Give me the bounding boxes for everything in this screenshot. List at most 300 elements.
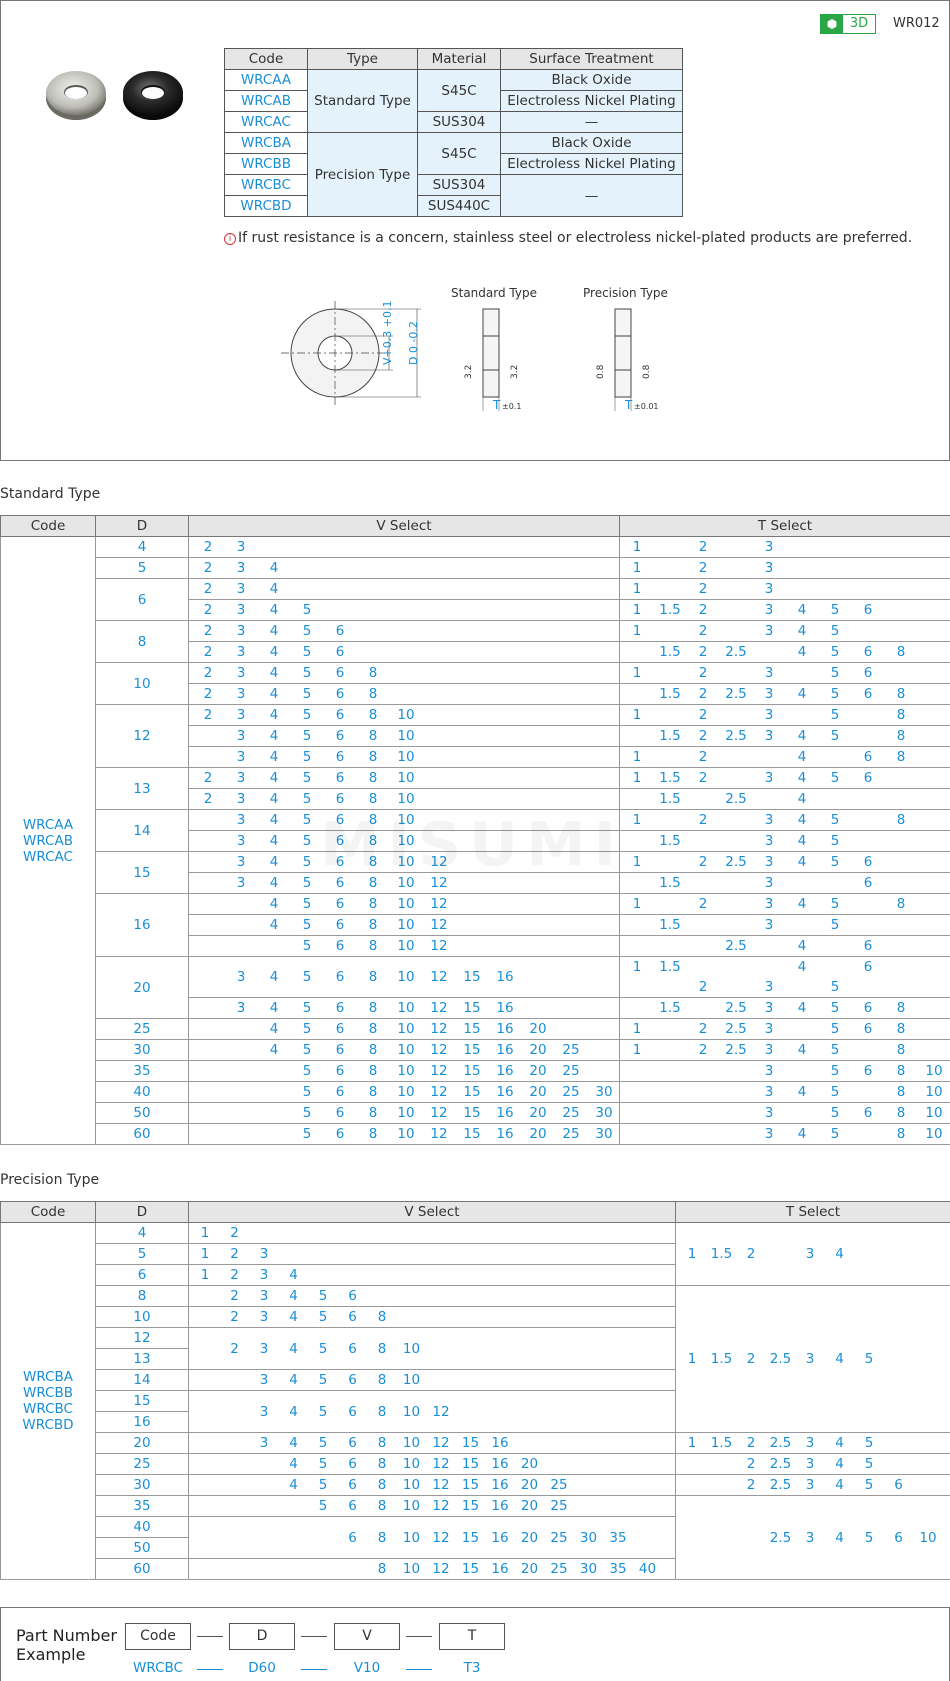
select-value[interactable]: 6: [335, 1063, 345, 1079]
select-value[interactable]: 4: [835, 1529, 844, 1546]
select-value[interactable]: 10: [402, 1561, 421, 1577]
select-value[interactable]: 4: [797, 812, 807, 828]
select-value[interactable]: 10: [397, 1126, 415, 1142]
select-value[interactable]: 5: [302, 833, 312, 849]
select-value[interactable]: 1: [632, 665, 642, 681]
select-value[interactable]: 25: [550, 1498, 568, 1514]
select-value[interactable]: 2: [698, 1021, 708, 1037]
select-value[interactable]: 5: [830, 686, 840, 702]
select-value[interactable]: 5: [864, 1435, 874, 1451]
select-value[interactable]: 10: [402, 1529, 421, 1546]
select-value[interactable]: 8: [368, 854, 378, 870]
select-value[interactable]: 2.5: [725, 728, 747, 744]
select-value[interactable]: 6: [863, 1000, 873, 1016]
select-value[interactable]: 1: [632, 1021, 642, 1037]
select-value[interactable]: 8: [368, 1105, 378, 1121]
select-value[interactable]: 6: [863, 665, 873, 681]
select-value[interactable]: 8: [377, 1340, 387, 1357]
select-value[interactable]: 10: [402, 1477, 421, 1493]
select-value[interactable]: 4: [797, 602, 807, 618]
select-value[interactable]: 35: [609, 1561, 627, 1577]
select-value[interactable]: 1: [687, 1435, 697, 1451]
select-value[interactable]: 5: [864, 1477, 874, 1493]
select-value[interactable]: 3: [764, 770, 774, 786]
select-value[interactable]: 8: [368, 938, 378, 954]
select-value[interactable]: 8: [368, 1126, 378, 1142]
code-cell[interactable]: WRCBD: [225, 196, 308, 217]
select-value[interactable]: 3: [236, 623, 246, 639]
select-value[interactable]: 5: [830, 1084, 840, 1100]
select-value[interactable]: 4: [269, 791, 279, 807]
select-value[interactable]: 5: [302, 791, 312, 807]
select-value[interactable]: 5: [302, 1021, 312, 1037]
select-value[interactable]: 5: [318, 1435, 328, 1451]
code-label[interactable]: WRCAA: [22, 816, 74, 833]
select-value[interactable]: 30: [595, 1126, 613, 1142]
select-value[interactable]: 30: [579, 1561, 598, 1577]
select-value[interactable]: 2: [698, 812, 708, 828]
3d-badge[interactable]: [820, 14, 876, 34]
select-value[interactable]: 2.5: [769, 1529, 792, 1546]
select-value[interactable]: 5: [318, 1498, 328, 1514]
select-value[interactable]: 1.5: [659, 791, 681, 807]
select-value[interactable]: 20: [520, 1477, 539, 1493]
select-value[interactable]: 4: [835, 1351, 844, 1367]
select-value[interactable]: 12: [432, 1561, 450, 1577]
select-value[interactable]: 5: [830, 1126, 840, 1142]
select-value[interactable]: 5: [302, 644, 312, 660]
select-value[interactable]: 16: [496, 969, 514, 985]
select-value[interactable]: 2.5: [725, 644, 747, 660]
select-value[interactable]: 6: [348, 1372, 357, 1388]
select-value[interactable]: 10: [397, 896, 415, 912]
select-value[interactable]: 8: [377, 1498, 387, 1514]
select-value[interactable]: 3: [764, 686, 774, 702]
select-value[interactable]: 20: [529, 1105, 547, 1121]
select-value[interactable]: 8: [368, 896, 378, 912]
select-value[interactable]: 4: [269, 581, 279, 597]
select-value[interactable]: 8: [368, 812, 378, 828]
select-value[interactable]: 2: [698, 749, 708, 765]
select-value[interactable]: 4: [289, 1340, 298, 1357]
select-value[interactable]: 5: [302, 917, 312, 933]
select-value[interactable]: 10: [397, 833, 415, 849]
select-value[interactable]: 1: [632, 959, 642, 975]
select-value[interactable]: 3: [805, 1435, 815, 1451]
select-value[interactable]: 25: [562, 1105, 580, 1121]
select-value[interactable]: 2: [203, 707, 213, 723]
select-value[interactable]: 2: [230, 1246, 239, 1262]
select-value[interactable]: 4: [269, 812, 279, 828]
select-value[interactable]: 10: [925, 1105, 943, 1121]
select-value[interactable]: 8: [896, 644, 906, 660]
select-value[interactable]: 4: [269, 854, 279, 870]
select-value[interactable]: 15: [461, 1435, 480, 1451]
select-value[interactable]: 20: [529, 1084, 547, 1100]
select-value[interactable]: 5: [302, 749, 312, 765]
select-value[interactable]: 25: [550, 1477, 568, 1493]
select-value[interactable]: 4: [289, 1288, 298, 1304]
select-value[interactable]: 4: [269, 1000, 279, 1016]
select-value[interactable]: 4: [797, 854, 807, 870]
select-value[interactable]: 6: [894, 1529, 903, 1546]
select-value[interactable]: 2.5: [769, 1477, 792, 1493]
select-value[interactable]: 5: [830, 896, 840, 912]
select-value[interactable]: 2: [746, 1246, 756, 1262]
select-value[interactable]: 5: [830, 665, 840, 681]
select-value[interactable]: 3: [764, 707, 774, 723]
select-value[interactable]: 4: [797, 791, 807, 807]
select-value[interactable]: 3: [236, 665, 246, 681]
select-value[interactable]: 30: [595, 1084, 613, 1100]
select-value[interactable]: 1.5: [659, 602, 681, 618]
select-value[interactable]: 12: [430, 969, 448, 985]
select-value[interactable]: 4: [269, 644, 279, 660]
select-value[interactable]: 6: [335, 969, 345, 985]
select-value[interactable]: 6: [863, 854, 873, 870]
select-value[interactable]: 5: [830, 917, 840, 933]
select-value[interactable]: 8: [377, 1561, 387, 1577]
select-value[interactable]: 8: [368, 1084, 378, 1100]
code-label[interactable]: WRCBA: [23, 1369, 73, 1385]
select-value[interactable]: 6: [348, 1340, 357, 1357]
select-value[interactable]: 1: [200, 1225, 210, 1241]
select-value[interactable]: 4: [269, 728, 279, 744]
select-value[interactable]: 15: [461, 1561, 480, 1577]
select-value[interactable]: 2: [203, 644, 213, 660]
select-value[interactable]: 10: [397, 749, 415, 765]
select-value[interactable]: 3: [764, 1105, 774, 1121]
select-value[interactable]: 8: [368, 1021, 378, 1037]
select-value[interactable]: 2: [698, 686, 708, 702]
select-value[interactable]: 8: [368, 686, 378, 702]
select-value[interactable]: 15: [463, 1042, 481, 1058]
select-value[interactable]: 20: [529, 1042, 547, 1058]
select-value[interactable]: 4: [797, 896, 807, 912]
select-value[interactable]: 6: [863, 1105, 873, 1121]
select-value[interactable]: 5: [830, 770, 840, 786]
select-value[interactable]: 1: [632, 560, 642, 576]
select-value[interactable]: 10: [397, 1000, 415, 1016]
select-value[interactable]: 6: [348, 1403, 357, 1420]
select-value[interactable]: 4: [269, 749, 279, 765]
select-value[interactable]: 3: [236, 749, 246, 765]
code-cell[interactable]: WRCBB: [225, 154, 308, 175]
select-value[interactable]: 8: [377, 1477, 387, 1493]
select-value[interactable]: 3: [236, 707, 246, 723]
select-value[interactable]: 20: [529, 1063, 547, 1079]
select-value[interactable]: 3: [764, 896, 774, 912]
select-value[interactable]: 1: [200, 1246, 210, 1262]
select-value[interactable]: 2.5: [725, 686, 747, 702]
select-value[interactable]: 2: [698, 896, 708, 912]
select-value[interactable]: 3: [259, 1435, 269, 1451]
select-value[interactable]: 20: [529, 1126, 547, 1142]
select-value[interactable]: 1: [632, 770, 642, 786]
select-value[interactable]: 6: [335, 749, 345, 765]
select-value[interactable]: 15: [463, 1126, 481, 1142]
select-value[interactable]: 8: [368, 917, 378, 933]
select-value[interactable]: 15: [463, 1000, 481, 1016]
select-value[interactable]: 3: [764, 833, 774, 849]
select-value[interactable]: 4: [269, 917, 279, 933]
select-value[interactable]: 6: [335, 875, 345, 891]
select-value[interactable]: 4: [835, 1477, 844, 1493]
select-value[interactable]: 2: [698, 644, 708, 660]
select-value[interactable]: 5: [318, 1372, 328, 1388]
select-value[interactable]: 12: [430, 917, 448, 933]
select-value[interactable]: 12: [432, 1403, 450, 1420]
select-value[interactable]: 2: [203, 770, 213, 786]
select-value[interactable]: 8: [368, 875, 378, 891]
select-value[interactable]: 16: [496, 1105, 514, 1121]
select-value[interactable]: 12: [430, 1105, 448, 1121]
select-value[interactable]: 2: [698, 665, 708, 681]
code-label[interactable]: WRCAB: [23, 832, 73, 849]
select-value[interactable]: 4: [269, 875, 279, 891]
select-value[interactable]: 2: [698, 539, 708, 555]
select-value[interactable]: 25: [562, 1042, 580, 1058]
select-value[interactable]: 4: [289, 1435, 298, 1451]
select-value[interactable]: 2.5: [725, 1000, 747, 1016]
select-value[interactable]: 8: [368, 1063, 378, 1079]
select-value[interactable]: 5: [864, 1351, 874, 1367]
select-value[interactable]: 10: [397, 938, 415, 954]
select-value[interactable]: 1: [632, 602, 642, 618]
select-value[interactable]: 4: [269, 623, 279, 639]
select-value[interactable]: 15: [463, 1105, 481, 1121]
select-value[interactable]: 5: [302, 1126, 312, 1142]
select-value[interactable]: 6: [348, 1498, 357, 1514]
select-value[interactable]: 10: [925, 1084, 943, 1100]
select-value[interactable]: 3: [236, 1000, 246, 1016]
select-value[interactable]: 5: [318, 1403, 328, 1420]
select-value[interactable]: 10: [397, 917, 415, 933]
select-value[interactable]: 4: [797, 770, 807, 786]
select-value[interactable]: 12: [430, 1000, 448, 1016]
select-value[interactable]: 6: [335, 1042, 345, 1058]
select-value[interactable]: 6: [335, 938, 345, 954]
select-value[interactable]: 1: [632, 896, 642, 912]
select-value[interactable]: 5: [302, 623, 312, 639]
select-value[interactable]: 16: [491, 1435, 509, 1451]
select-value[interactable]: 12: [430, 1021, 448, 1037]
select-value[interactable]: 6: [335, 644, 345, 660]
select-value[interactable]: 8: [368, 728, 378, 744]
select-value[interactable]: 4: [269, 969, 279, 985]
select-value[interactable]: 3: [764, 1042, 774, 1058]
select-value[interactable]: 6: [894, 1477, 903, 1493]
select-value[interactable]: 8: [896, 749, 906, 765]
select-value[interactable]: 5: [830, 833, 840, 849]
code-cell[interactable]: WRCAA: [225, 70, 308, 91]
select-value[interactable]: 3: [764, 1126, 774, 1142]
select-value[interactable]: 4: [269, 560, 279, 576]
select-value[interactable]: 5: [302, 812, 312, 828]
select-value[interactable]: 5: [830, 1021, 840, 1037]
select-value[interactable]: 3: [236, 770, 246, 786]
select-value[interactable]: 4: [835, 1435, 844, 1451]
select-value[interactable]: 5: [864, 1529, 874, 1546]
select-value[interactable]: 30: [579, 1529, 598, 1546]
select-value[interactable]: 6: [335, 686, 345, 702]
select-value[interactable]: 1.5: [710, 1351, 733, 1367]
select-value[interactable]: 1.5: [659, 686, 681, 702]
select-value[interactable]: 12: [432, 1456, 450, 1472]
select-value[interactable]: 4: [797, 728, 807, 744]
select-value[interactable]: 5: [830, 1063, 840, 1079]
select-value[interactable]: 2: [203, 539, 213, 555]
select-value[interactable]: 3: [236, 728, 246, 744]
select-value[interactable]: 4: [797, 1042, 807, 1058]
select-value[interactable]: 8: [377, 1309, 387, 1325]
select-value[interactable]: 6: [335, 1021, 345, 1037]
select-value[interactable]: 6: [863, 938, 873, 954]
select-value[interactable]: 16: [496, 1000, 514, 1016]
select-value[interactable]: 8: [896, 812, 906, 828]
select-value[interactable]: 12: [432, 1498, 450, 1514]
select-value[interactable]: 3: [805, 1529, 815, 1546]
select-value[interactable]: 10: [397, 1063, 415, 1079]
select-value[interactable]: 3: [764, 602, 774, 618]
select-value[interactable]: 8: [896, 728, 906, 744]
select-value[interactable]: 10: [397, 707, 415, 723]
select-value[interactable]: 3: [236, 602, 246, 618]
select-value[interactable]: 8: [896, 1000, 906, 1016]
select-value[interactable]: 3: [764, 581, 774, 597]
select-value[interactable]: 8: [377, 1403, 387, 1420]
select-value[interactable]: 2: [203, 623, 213, 639]
select-value[interactable]: 10: [397, 770, 415, 786]
select-value[interactable]: 6: [335, 665, 345, 681]
select-value[interactable]: 8: [377, 1372, 387, 1388]
select-value[interactable]: 40: [638, 1561, 657, 1577]
select-value[interactable]: 8: [896, 1084, 906, 1100]
select-value[interactable]: 5: [830, 707, 840, 723]
select-value[interactable]: 4: [289, 1267, 298, 1283]
select-value[interactable]: 10: [925, 1126, 943, 1142]
select-value[interactable]: 8: [368, 791, 378, 807]
select-value[interactable]: 4: [269, 686, 279, 702]
select-value[interactable]: 3: [805, 1246, 815, 1262]
select-value[interactable]: 4: [835, 1246, 844, 1262]
select-value[interactable]: 30: [595, 1105, 613, 1121]
select-value[interactable]: 6: [863, 875, 873, 891]
select-value[interactable]: 16: [496, 1063, 514, 1079]
select-value[interactable]: 3: [259, 1372, 269, 1388]
select-value[interactable]: 5: [318, 1340, 328, 1357]
select-value[interactable]: 12: [430, 1084, 448, 1100]
select-value[interactable]: 25: [550, 1529, 568, 1546]
select-value[interactable]: 6: [348, 1456, 357, 1472]
select-value[interactable]: 8: [896, 1105, 906, 1121]
select-value[interactable]: 2.5: [769, 1456, 792, 1472]
select-value[interactable]: 2: [698, 979, 708, 995]
select-value[interactable]: 2.5: [725, 1021, 747, 1037]
select-value[interactable]: 5: [302, 665, 312, 681]
select-value[interactable]: 16: [491, 1561, 509, 1577]
select-value[interactable]: 12: [430, 854, 448, 870]
select-value[interactable]: 25: [550, 1561, 568, 1577]
select-value[interactable]: 6: [335, 1126, 345, 1142]
code-cell[interactable]: WRCBC: [225, 175, 308, 196]
select-value[interactable]: 5: [318, 1288, 328, 1304]
select-value[interactable]: 3: [764, 917, 774, 933]
select-value[interactable]: 4: [289, 1456, 298, 1472]
select-value[interactable]: 2: [203, 560, 213, 576]
select-value[interactable]: 15: [463, 1063, 481, 1079]
select-value[interactable]: 3: [764, 539, 774, 555]
select-value[interactable]: 2.5: [769, 1435, 792, 1451]
select-value[interactable]: 3: [236, 969, 246, 985]
select-value[interactable]: 2: [203, 665, 213, 681]
select-value[interactable]: 1.5: [659, 917, 681, 933]
select-value[interactable]: 6: [335, 770, 345, 786]
select-value[interactable]: 5: [318, 1309, 328, 1325]
select-value[interactable]: 3: [236, 791, 246, 807]
select-value[interactable]: 3: [259, 1246, 269, 1262]
select-value[interactable]: 6: [348, 1288, 357, 1304]
select-value[interactable]: 3: [764, 1021, 774, 1037]
select-value[interactable]: 6: [335, 623, 345, 639]
select-value[interactable]: 1: [632, 749, 642, 765]
select-value[interactable]: 6: [348, 1529, 357, 1546]
select-value[interactable]: 5: [302, 896, 312, 912]
select-value[interactable]: 10: [397, 854, 415, 870]
select-value[interactable]: 3: [764, 728, 774, 744]
select-value[interactable]: 2: [698, 581, 708, 597]
select-value[interactable]: 12: [430, 1063, 448, 1079]
select-value[interactable]: 5: [830, 1042, 840, 1058]
select-value[interactable]: 5: [830, 728, 840, 744]
select-value[interactable]: 8: [368, 665, 378, 681]
select-value[interactable]: 10: [402, 1372, 421, 1388]
select-value[interactable]: 3: [764, 1063, 774, 1079]
select-value[interactable]: 10: [397, 728, 415, 744]
select-value[interactable]: 8: [368, 1000, 378, 1016]
select-value[interactable]: 2: [203, 686, 213, 702]
select-value[interactable]: 4: [797, 686, 807, 702]
select-value[interactable]: 4: [289, 1477, 298, 1493]
select-value[interactable]: 16: [496, 1042, 514, 1058]
select-value[interactable]: 10: [397, 1042, 415, 1058]
select-value[interactable]: 5: [318, 1477, 328, 1493]
select-value[interactable]: 1.5: [659, 833, 681, 849]
select-value[interactable]: 2: [230, 1309, 239, 1325]
select-value[interactable]: 4: [797, 1126, 807, 1142]
select-value[interactable]: 5: [830, 979, 840, 995]
select-value[interactable]: 8: [896, 1021, 906, 1037]
select-value[interactable]: 4: [797, 749, 807, 765]
select-value[interactable]: 6: [335, 833, 345, 849]
select-value[interactable]: 4: [269, 602, 279, 618]
select-value[interactable]: 3: [259, 1267, 269, 1283]
select-value[interactable]: 4: [269, 1021, 279, 1037]
select-value[interactable]: 2: [746, 1477, 756, 1493]
select-value[interactable]: 8: [896, 686, 906, 702]
select-value[interactable]: 2: [230, 1340, 239, 1357]
select-value[interactable]: 16: [491, 1498, 509, 1514]
select-value[interactable]: 4: [269, 833, 279, 849]
select-value[interactable]: 2: [230, 1267, 239, 1283]
select-value[interactable]: 15: [461, 1456, 480, 1472]
select-value[interactable]: 3: [764, 560, 774, 576]
select-value[interactable]: 8: [368, 749, 378, 765]
select-value[interactable]: 3: [259, 1309, 269, 1325]
code-cell[interactable]: WRCAC: [225, 112, 308, 133]
select-value[interactable]: 6: [335, 896, 345, 912]
select-value[interactable]: 16: [496, 1126, 514, 1142]
